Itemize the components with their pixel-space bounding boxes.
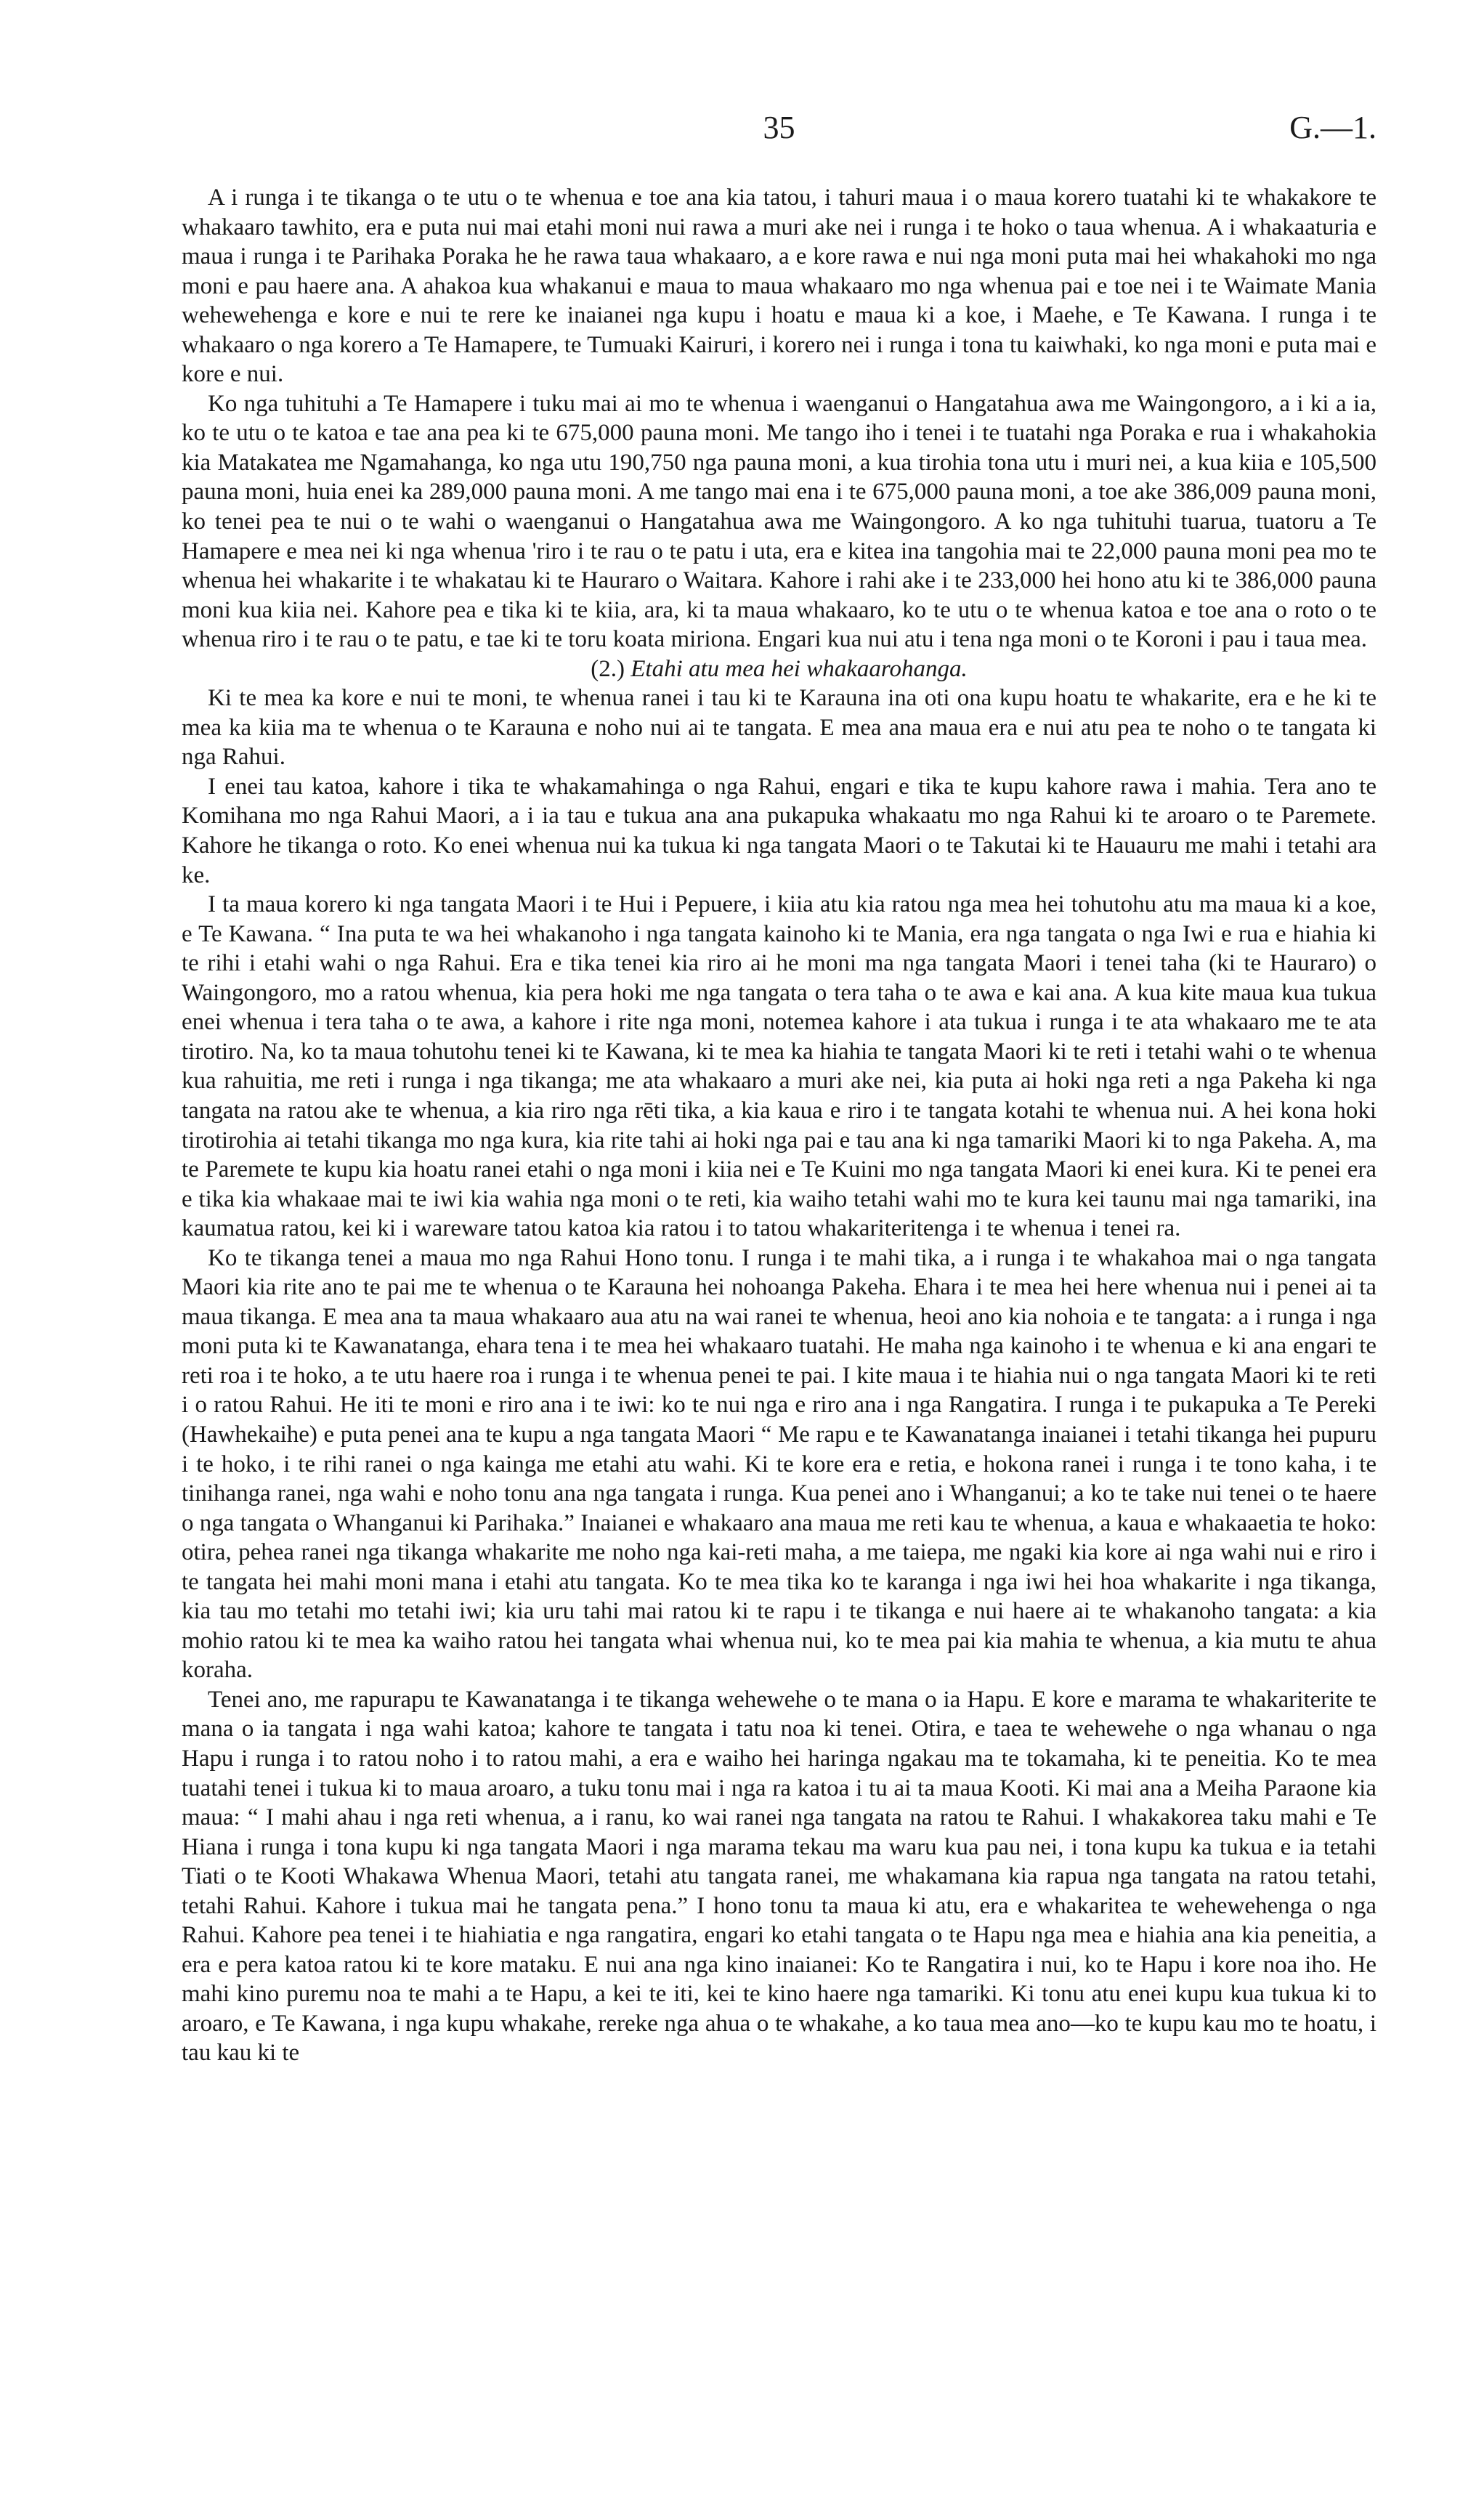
- page-number: 35: [763, 110, 795, 145]
- document-code: G.—1.: [1289, 110, 1376, 145]
- body-text: [182, 183, 1376, 2068]
- section-heading: [182, 654, 1376, 684]
- paragraph-reserves: I enei tau katoa, kahore i tika te whakamahinga o nga Rahui, engari e tika te kupu kahore rawa i mahia. Tera ano te Komihana mo nga Rahui Maori, a i ia tau e tukua ana ana pukapuka whakaatu mo nga Rahui ki te aroaro o te Paremete. Kahore he tikanga o roto. Ko enei whenua nui ka tukua ki nga tangata Maori o te Takutai ki te Hauauru me mahi i tetahi ara ke.: [182, 773, 1376, 888]
- paragraph-land-value: A i runga i te tikanga o te utu o te whenua e toe ana kia tatou, i tahuri maua i o maua korero tuatahi ki te whakakore te whakaaro tawhito, era e puta nui mai etahi moni nui rawa a muri ake nei i runga i te hoko o taua whenua. A i whakaaturia e maua i runga i te Parihaka Poraka he he rawa taua whakaaro, a e kore rawa e nui nga moni puta mai hei whakahoki mo nga moni e pau haere ana. A ahakoa kua whakanui e maua to maua whakaaro mo nga whenua pai e toe nei i te Waimate Mania wehewehenga e kore e nui te rere ke inaianei nga kupu i hoatu e maua ki a koe, i Maehe, e Te Kawana. I runga i te whakaaro o nga korero a Te Hamapere, te Tumuaki Kairuri, i korero nei i runga i tona tu kaiwhaki, ko nga moni e puta mai e kore e nui.: [182, 185, 1376, 388]
- paragraph-pepuere-meeting: I ta maua korero ki nga tangata Maori i te Hui i Pepuere, i kiia atu kia ratou nga mea hei tohutohu atu ma maua ki a koe, e Te Kawana. “ Ina puta te wa hei whakanoho i nga tangata kainoho ki te Mania, era nga tangata o nga Iwi e rua e hiahia ki te rihi i etahi wahi o nga Rahui. Era e tika tenei kia riro ai he moni ma nga tangata Maori i tenei taha (ki te Hauraro) o Waingongoro, mo a ratou whenua, kia pera hoki me nga tangata o tera taha o te awa e kai ana. A kua kite maua kua tukua enei whenua i tera taha o te awa, a kahore i rite nga moni, notemea kahore i ata tukua i runga i te ata whakaaro me te ata tirotiro. Na, ko ta maua tohutohu tenei ki te Kawana, ki te mea ka hiahia te tangata Maori ki te reti i tetahi wahi o te whenua kua rahuitia, me reti i runga i nga tikanga; me ata whakaaro a muri ake nei, kia puta ai hoki nga reti a nga Pakeha ki nga tangata na ratou ake te whenua, a kia riro nga rēti tika, a kia kaua e riro i te tangata kotahi te whenua nui. A hei kona hoki tirotirohia ai tetahi tikanga mo nga kura, kia rite tahi ai hoki nga pai e tau ana ki nga tamariki Maori ki to nga Pakeha. A, ma te Paremete te kupu kia hoatu ranei etahi o nga moni i kiia nei e Te Kuini mo nga tangata Maori ki enei kura. Ki te penei era e tika kia whakaae mai te iwi kia wahia nga moni o te reti, kia waiho tetahi wahi mo te kura kei taunu mai nga tamariki, ina kaumatua ratou, kei ki i wareware tatou katoa kia ratou i to tatou whakariteritenga i te whenua i tenei ra.: [182, 891, 1376, 1242]
- page-header: [182, 109, 1376, 153]
- paragraph-survey-estimates: Ko nga tuhituhi a Te Hamapere i tuku mai ai mo te whenua i waenganui o Hangatahua awa me Waingongoro, a i ki a ia, ko te utu o te katoa e tae ana pea ki te 675,000 pauna moni. Me tango iho i tenei i te tuatahi nga Poraka e rua i whakahokia kia Matakatea me Ngamahanga, ko nga utu 190,750 nga pauna moni, a kua tirohia tona utu i muri nei, a kua kiia e 105,500 pauna moni, huia enei ka 289,000 pauna moni. A me tango mai ena i te 675,000 pauna moni, a toe ake 386,009 pauna moni, ko tenei pea te nui o te wahi o waenganui o Hangatahua awa me Waingongoro. A ko nga tuhituhi tuarua, tuatoru a Te Hamapere e mea nei ki nga whenua 'riro i te rau o te patu i uta, era e kitea ina tangohia mai te 22,000 pauna moni pea mo te whenua hei whakarite i te whakatau ki te Hauraro o Waitara. Kahore i rahi ake i te 233,000 hei hono atu ki te 386,000 pauna moni kua kiia nei. Kahore pea e tika ki te kiia, ara, ki ta maua whakaaro, ko te utu o te whenua katoa e toe ana o roto o te whenua riro i te rau o te patu, e tae ki te toru koata miriona. Engari kua nui atu i tena nga moni o te Koroni i pau i taua mea.: [182, 390, 1376, 653]
- paragraph-crown-land: Ki te mea ka kore e nui te moni, te whenua ranei i tau ki te Karauna ina oti ona kupu hoatu te whakarite, era e he ki te mea ka kiia ma te whenua o te Karauna e noho nui ai te tangata. E mea ana maua era e nui atu pea te noho o te tangata ki nga Rahui.: [182, 685, 1376, 771]
- section-number: (2.): [591, 655, 625, 682]
- section-title: Etahi atu mea hei whakaarohanga.: [631, 655, 968, 682]
- paragraph-permanent-reserves: Ko te tikanga tenei a maua mo nga Rahui Hono tonu. I runga i te mahi tika, a i runga i te whakahoa mai o nga tangata Maori kia rite ano te pai me te whenua o te Karauna hei nohoanga Pakeha. Ehara i te mea hei here whenua nui i penei ai ta maua tikanga. E mea ana ta maua whakaaro aua atu na wai ranei te whenua, heoi ano kia nohoia e te tangata: a i runga i nga moni puta ki te Kawanatanga, ehara tena i te mea hei whakaaro tuatahi. He maha nga kainoho i te whenua e ki ana engari te reti roa i te hoko, a te utu haere roa i runga i te whenua penei te pai. I kite maua i te hiahia nui o nga tangata Maori ki te reti i o ratou Rahui. He iti te moni e riro ana i te iwi: ko te nui nga e riro ana i nga Rangatira. I runga i te pukapuka a Te Pereki (Hawhekaihe) e puta penei ana te kupu a nga tangata Maori “ Me rapu e te Kawanatanga inaianei i tetahi tikanga hei pupuru i te hoko, i te rihi ranei o nga kainga me etahi atu wahi. Ki te kore era e retia, e hokona ranei i runga i te tono kaha, i te tinihanga ranei, nga wahi e noho tonu ana nga tangata i runga. Kua penei ano i Whanganui; a ko te take nui tenei o te haere o nga tangata o Whanganui ki Parihaka.” Inaianei e whakaaro ana maua me reti kau te whenua, a kaua e whakaaetia te hoko: otira, pehea ranei nga tikanga whakarite me noho nga kai-reti maha, a me taiepa, me ngaki kia kore ai nga wahi nui e riro i te tangata hei mahi moni mana i etahi atu tangata. Ko te mea tika ko te karanga i nga iwi hei hoa whakarite i nga tikanga, kia tau mo tetahi mo tetahi iwi; kia uru tahi mai ratou ki te rapu i te tikanga e nui haere ai te whakanoho tangata: a kia mohio ratou ki te mea ka waiho ratou hei tangata whai whenua nui, ko te mea pai kia mahia te whenua, a kia mutu te ahua koraha.: [182, 1244, 1376, 1684]
- paragraph-hapu-division: Tenei ano, me rapurapu te Kawanatanga i te tikanga wehewehe o te mana o ia Hapu. E kore e marama te whakariterite te mana o ia tangata i nga wahi katoa; kahore te tangata i tatu noa ki tenei. Otira, e taea te wehewehe o nga whanau o nga Hapu i runga i to ratou noho i to ratou mahi, a era e waiho hei haringa ngakau ma te tokamaha, ki te peneitia. Ko te mea tuatahi tenei i tukua ki to maua aroaro, a tuku tonu mai i nga ra katoa i tu ai ta maua Kooti. Ki mai ana a Meiha Paraone kia maua: “ I mahi ahau i nga reti whenua, a i ranu, ko wai ranei nga tangata na ratou te Rahui. I whakakorea taku mahi e Te Hiana i runga i tona kupu ki nga tangata Maori i nga marama tekau ma waru kua pau nei, i tona kupu ka tukua e ia tetahi Tiati o te Kooti Whakawa Whenua Maori, tetahi atu tangata ranei, me whakamana kia rapua nga tangata na ratou tetahi, tetahi Rahui. Kahore i tukua mai he tangata pena.” I hono tonu ta maua ki atu, era e whakaritea te wehewehenga o nga Rahui. Kahore pea tenei i te hiahiatia e nga rangatira, engari ko etahi tangata o te Hapu nga mea e hiahia ana kia peneitia, a era e pera katoa ratou ki te kore mataku. E nui ana nga kino inaianei: Ko te Rangatira i nui, ko te Hapu i kore noa iho. He mahi kino puremu noa te mahi a te Hapu, a kei te iti, kei te kino haere nga tamariki. Ki tonu atu enei kupu kua tukua ki to aroaro, e Te Kawana, i nga kupu whakahe, rereke nga ahua o te whakahe, a ko taua mea ano—ko te kupu kau mo te hoatu, i tau kau ki te: [182, 1686, 1376, 2067]
